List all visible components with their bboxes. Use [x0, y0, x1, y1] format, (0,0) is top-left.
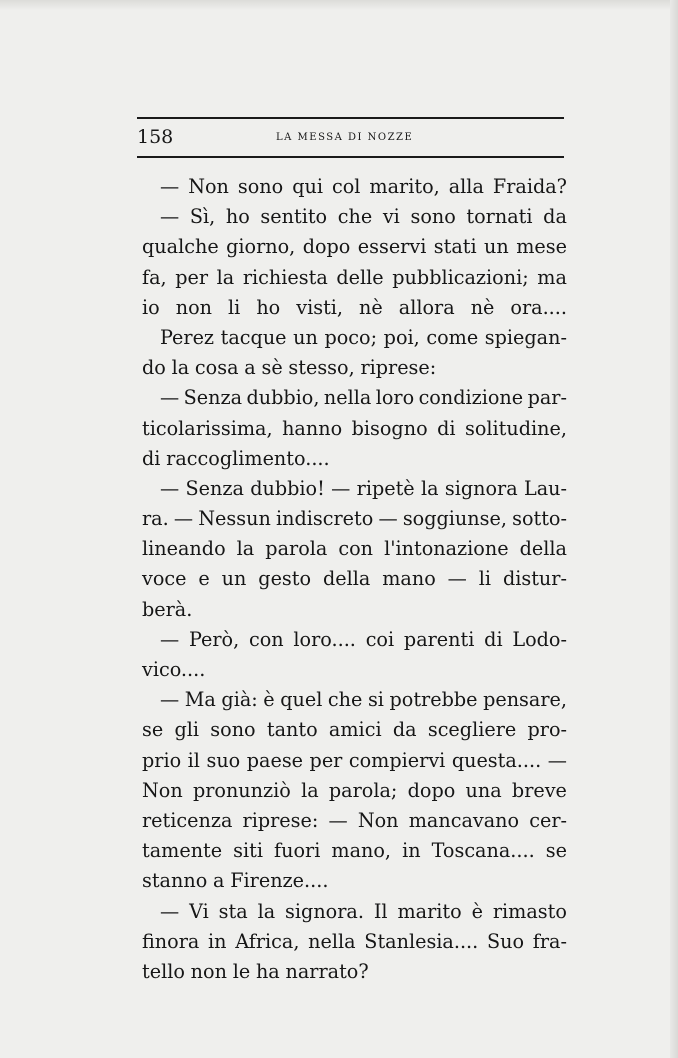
- word: Sì,: [189, 205, 216, 229]
- text-line: [142, 836, 567, 866]
- word: si: [367, 688, 384, 712]
- word: il: [187, 748, 200, 772]
- word: marito,: [369, 175, 440, 198]
- word: per: [309, 748, 343, 772]
- word: ho: [225, 205, 250, 229]
- word: voce: [142, 567, 187, 591]
- word: sono: [237, 175, 284, 198]
- word: par-: [527, 386, 567, 410]
- word: stesso,: [288, 356, 355, 380]
- word: Senza: [183, 386, 243, 410]
- text-line: [142, 595, 567, 625]
- page-right-edge: [670, 0, 678, 1058]
- word: marito: [397, 899, 462, 923]
- word: Senza: [185, 476, 244, 500]
- word: è: [263, 688, 275, 712]
- text-line: [142, 927, 567, 957]
- word: compiervi: [348, 748, 446, 772]
- word: la: [171, 356, 190, 380]
- word: questa....: [451, 748, 542, 772]
- text-line: [142, 293, 567, 323]
- word: —: [160, 175, 180, 198]
- word: in: [402, 839, 421, 863]
- word: do: [142, 356, 166, 380]
- text-line: [142, 685, 567, 715]
- text-line: [142, 806, 567, 836]
- header-top-rule: [137, 117, 564, 119]
- text-line: [142, 957, 567, 987]
- word: Toscana....: [431, 839, 535, 863]
- header-bottom-rule: [137, 156, 564, 158]
- word: stati: [433, 235, 477, 259]
- word: siti: [233, 839, 263, 863]
- word: dopo: [407, 778, 456, 802]
- word: sono: [410, 205, 456, 229]
- word: poco;: [324, 325, 378, 349]
- page-top-shadow: [0, 0, 678, 10]
- word: mano: [382, 567, 436, 591]
- word: finora: [142, 929, 200, 953]
- word: nella: [323, 386, 372, 410]
- word: —: [160, 899, 180, 923]
- word: con: [248, 627, 284, 651]
- word: che: [327, 688, 363, 712]
- word: mese: [516, 235, 567, 259]
- word: da: [543, 205, 567, 229]
- word: raccoglimento....: [166, 446, 330, 470]
- word: Però,: [188, 627, 240, 651]
- word: fra-: [532, 929, 567, 953]
- word: breve: [511, 778, 567, 802]
- word: Fraida?: [492, 175, 567, 198]
- word: di: [437, 416, 456, 440]
- word: loro: [375, 386, 415, 410]
- word: già:: [221, 688, 258, 712]
- text-line: [142, 323, 567, 353]
- word: vi: [382, 205, 400, 229]
- word: qualche: [142, 235, 219, 259]
- word: a: [244, 356, 256, 380]
- word: se: [545, 839, 567, 863]
- text-line: [142, 353, 567, 383]
- text-line: [142, 866, 567, 896]
- word: le: [232, 959, 251, 983]
- page-number: 158: [137, 126, 174, 148]
- word: ra.: [142, 507, 169, 531]
- word: li: [478, 567, 492, 591]
- word: —: [547, 748, 567, 772]
- word: hanno: [282, 416, 343, 440]
- word: la: [257, 899, 276, 923]
- word: un: [293, 325, 318, 349]
- word: della: [322, 567, 371, 591]
- word: tornati: [466, 205, 533, 229]
- word: amici: [328, 718, 382, 742]
- word: —: [160, 688, 180, 712]
- word: l'intonazione: [384, 537, 509, 561]
- word: poi,: [383, 325, 420, 349]
- word: mancavano: [408, 808, 520, 832]
- word: reticenza: [142, 808, 233, 832]
- text-line: [142, 564, 567, 594]
- text-line: [142, 534, 567, 564]
- word: è: [471, 899, 483, 923]
- word: tello: [142, 959, 185, 983]
- word: indiscreto: [275, 507, 374, 531]
- word: scegliere: [427, 718, 517, 742]
- word: lineando: [142, 537, 226, 561]
- word: Ma: [184, 688, 216, 712]
- word: tamente: [142, 839, 223, 863]
- text-line: [142, 263, 567, 293]
- text-line: [142, 232, 567, 262]
- text-line: [142, 444, 567, 474]
- word: condizione: [418, 386, 524, 410]
- word: non: [190, 959, 227, 983]
- word: signora.: [285, 899, 364, 923]
- text-line: [142, 202, 567, 232]
- text-line: [142, 746, 567, 776]
- word: dubbio,: [246, 386, 320, 410]
- word: richiesta: [242, 265, 328, 289]
- word: loro....: [293, 627, 356, 651]
- word: visti,: [296, 295, 344, 319]
- word: rimasto: [492, 899, 567, 923]
- word: ora....: [510, 295, 567, 319]
- word: pubblicazioni;: [392, 265, 529, 289]
- running-title: LA MESSA DI NOZZE: [276, 132, 414, 143]
- word: —: [378, 507, 398, 531]
- word: ha: [255, 959, 280, 983]
- word: Non: [357, 808, 399, 832]
- word: parola;: [328, 778, 398, 802]
- word: giorno,: [226, 235, 296, 259]
- word: Non: [188, 175, 229, 198]
- word: alla: [448, 175, 484, 198]
- word: sotto-: [512, 507, 567, 531]
- word: —: [160, 476, 180, 500]
- word: non: [175, 295, 212, 319]
- word: una: [465, 778, 502, 802]
- word: nè: [359, 295, 383, 319]
- word: signora: [444, 476, 518, 500]
- word: —: [160, 205, 180, 229]
- word: fuori: [274, 839, 321, 863]
- word: tanto: [266, 718, 318, 742]
- word: —: [173, 507, 194, 531]
- word: narrato?: [285, 959, 369, 983]
- word: in: [208, 929, 227, 953]
- text-line: [142, 383, 567, 413]
- word: pensare,: [483, 688, 567, 712]
- text-line: [142, 625, 567, 655]
- word: riprese:: [360, 356, 437, 380]
- body-text: [142, 172, 567, 987]
- word: prio: [142, 748, 182, 772]
- word: sentito: [260, 205, 328, 229]
- word: sè: [261, 356, 283, 380]
- word: li: [228, 295, 241, 319]
- word: che: [337, 205, 373, 229]
- word: di: [484, 627, 503, 651]
- word: delle: [336, 265, 384, 289]
- word: da: [392, 718, 417, 742]
- word: Firenze....: [230, 869, 329, 893]
- word: fa,: [142, 265, 167, 289]
- word: coi: [365, 627, 395, 651]
- word: —: [328, 808, 348, 832]
- word: vico....: [142, 658, 206, 681]
- word: qui: [292, 175, 323, 198]
- word: cosa: [194, 356, 239, 380]
- word: —: [160, 386, 180, 410]
- word: potrebbe: [389, 688, 478, 712]
- word: Vi: [189, 899, 209, 923]
- word: sta: [218, 899, 248, 923]
- word: un: [484, 235, 509, 259]
- word: distur-: [502, 567, 567, 591]
- word: io: [142, 295, 160, 319]
- word: Lodo-: [512, 627, 567, 651]
- word: berà.: [142, 597, 193, 621]
- word: a: [213, 869, 225, 893]
- word: cer-: [529, 808, 567, 832]
- word: paese: [246, 748, 304, 772]
- word: di: [142, 446, 161, 470]
- word: gli: [174, 718, 200, 742]
- word: Stanlesia....: [364, 929, 479, 953]
- text-line: [142, 655, 567, 685]
- word: della: [519, 537, 567, 561]
- word: parenti: [403, 627, 475, 651]
- word: solitudine,: [464, 416, 567, 440]
- word: sono: [210, 718, 256, 742]
- word: ripetè: [356, 476, 415, 500]
- word: la: [301, 778, 319, 802]
- word: ho: [256, 295, 281, 319]
- word: la: [216, 265, 235, 289]
- word: suo: [206, 748, 241, 772]
- word: e: [198, 567, 210, 591]
- word: Africa,: [235, 929, 300, 953]
- word: la: [236, 537, 255, 561]
- word: dopo: [302, 235, 351, 259]
- word: allora: [398, 295, 455, 319]
- word: —: [447, 567, 467, 591]
- word: la: [420, 476, 439, 500]
- text-line: [142, 897, 567, 927]
- word: tacque: [220, 325, 287, 349]
- word: come: [426, 325, 479, 349]
- word: Perez: [160, 325, 215, 349]
- text-line: [142, 776, 567, 806]
- word: stanno: [142, 869, 208, 893]
- text-line: [142, 474, 567, 504]
- word: ticolarissima,: [142, 416, 273, 440]
- word: col: [331, 175, 361, 198]
- word: Lau-: [523, 476, 567, 500]
- word: gesto: [258, 567, 312, 591]
- word: —: [331, 476, 351, 500]
- text-line: [142, 504, 567, 534]
- word: per: [175, 265, 209, 289]
- word: riprese:: [242, 808, 319, 832]
- word: —: [160, 627, 180, 651]
- text-line: [142, 414, 567, 444]
- word: parola: [265, 537, 328, 561]
- word: quel: [280, 688, 323, 712]
- word: con: [338, 537, 374, 561]
- word: bisogno: [351, 416, 428, 440]
- word: pro-: [527, 718, 567, 742]
- word: un: [221, 567, 247, 591]
- word: nella: [308, 929, 356, 953]
- word: Nessun: [198, 507, 271, 531]
- word: pronunziò: [192, 778, 291, 802]
- word: dubbio!: [250, 476, 325, 500]
- word: ma: [537, 265, 567, 289]
- word: esservi: [357, 235, 427, 259]
- word: se: [142, 718, 164, 742]
- word: nè: [470, 295, 495, 319]
- word: Suo: [486, 929, 525, 953]
- word: Il: [373, 899, 388, 923]
- text-line: [142, 715, 567, 745]
- word: Non: [142, 778, 183, 802]
- word: soggiunse,: [402, 507, 507, 531]
- text-line: [142, 172, 567, 202]
- word: mano,: [331, 839, 392, 863]
- word: spiegan-: [484, 325, 567, 349]
